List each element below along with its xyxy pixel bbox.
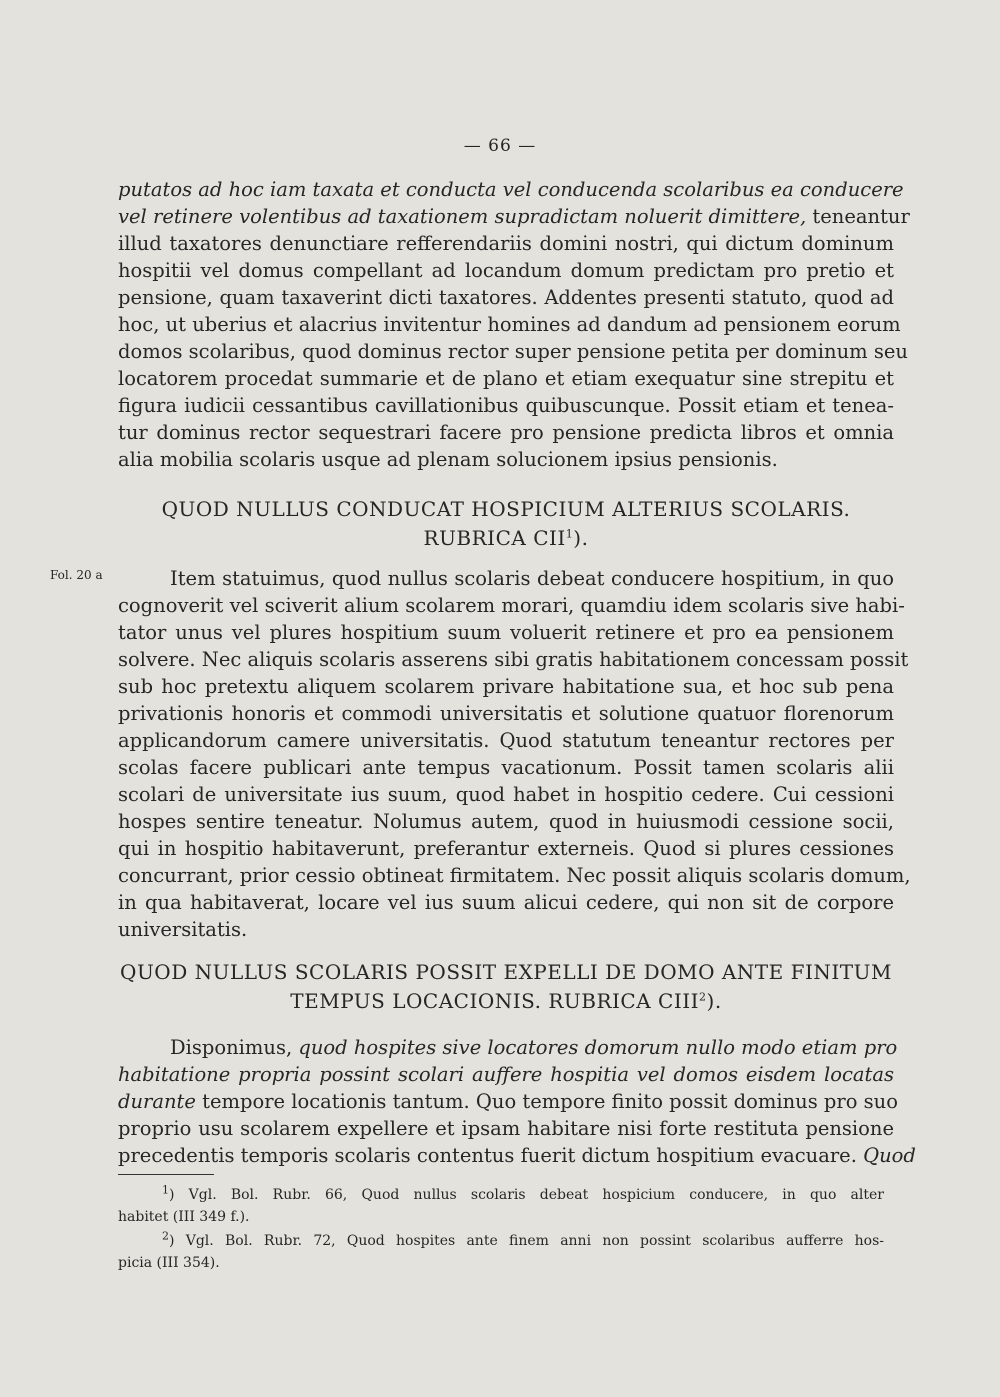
text-line: applicandorum camere universitatis. Quod statutum teneantur rectores per: [118, 729, 894, 752]
page-number: — 66 —: [463, 136, 537, 156]
text-line: cognoverit vel sciverit alium scolarem morari, quamdiu idem scolaris sive habi-: [118, 594, 905, 617]
text-line: scolas facere publicari ante tempus vacationum. Possit tamen scolaris alii: [118, 756, 894, 779]
text-span: Disponimus,: [170, 1036, 299, 1059]
footnote-ref: 2: [699, 990, 707, 1004]
footnote-ref: 1: [565, 527, 574, 541]
text-span: teneantur: [806, 205, 910, 228]
text-line: tator unus vel plures hospitium suum voluerit retinere et pro ea pensionem: [118, 621, 894, 644]
text-line: qui in hospitio habitaverunt, preferantur externeis. Quod si plures cessiones: [118, 837, 894, 860]
paragraph-continuation: [118, 176, 910, 473]
heading-text: ).: [706, 989, 722, 1013]
margin-note: Fol. 20 a: [50, 568, 103, 582]
text-line: pensione, quam taxaverint dicti taxatores. Addentes presenti statuto, quod ad: [118, 286, 894, 309]
heading-line: QUOD NULLUS SCOLARIS POSSIT EXPELLI DE DOMO ANTE FINITUM: [120, 960, 892, 984]
text-line: [118, 1142, 916, 1169]
footnote-rule: [118, 1174, 214, 1175]
section-heading: [118, 495, 894, 553]
text-line: solvere. Nec aliquis scolaris asserens sibi gratis habitationem concessam possit: [118, 648, 909, 671]
text-line: alia mobilia scolaris usque ad plenam solucionem ipsius pensionis.: [118, 448, 778, 471]
heading-text: TEMPUS LOCACIONIS. RUBRICA CIII: [290, 989, 700, 1013]
italic-span: vel retinere volentibus ad taxationem supradictam noluerit dimittere,: [118, 205, 807, 228]
heading-text: ).: [573, 526, 589, 550]
heading-line: QUOD NULLUS CONDUCAT HOSPICIUM ALTERIUS SCOLARIS.: [161, 497, 851, 521]
text-line: locatorem procedat summarie et de plano et etiam exequatur sine strepitu et: [118, 367, 894, 390]
footnote-1: [118, 1184, 884, 1228]
heading-text: RUBRICA CII: [423, 526, 566, 550]
text-line: [118, 1088, 898, 1115]
footnote-line: [118, 1230, 884, 1252]
text-line: tur dominus rector sequestrari facere pro pensione predicta libros et omnia: [118, 421, 894, 444]
footnote-2: [118, 1230, 884, 1274]
text-line: illud taxatores denunctiare refferendariis domini nostri, qui dictum dominum: [118, 232, 894, 255]
text-span: precedentis temporis scolaris contentus fuerit dictum hospitium evacuare.: [118, 1144, 864, 1167]
footnote-mark: 1: [162, 1183, 169, 1197]
heading-line: [118, 524, 894, 553]
text-line: concurrant, prior cessio obtineat firmitatem. Nec possit aliquis scolaris domum,: [118, 864, 911, 887]
text-line: universitatis.: [118, 918, 248, 941]
text-line: figura iudicii cessantibus cavillationibus quibuscunque. Possit etiam et tenea-: [118, 394, 894, 417]
text-span: tempore locationis tantum. Quo tempore finito possit dominus pro suo: [195, 1090, 898, 1113]
text-line: in qua habitaverat, locare vel ius suum alicui cedere, qui non sit de corpore: [118, 891, 894, 914]
text-line: privationis honoris et commodi universitatis et solutione quatuor florenorum: [118, 702, 894, 725]
footnote-text: ) Vgl. Bol. Rubr. 72, Quod hospites ante finem anni non possint scolaribus aufferre hos-: [169, 1233, 884, 1249]
text-line: habitatione propria possint scolari auffere hospitia vel domos eisdem locatas: [118, 1063, 894, 1086]
heading-line: [118, 987, 894, 1016]
text-line: Item statuimus, quod nullus scolaris debeat conducere hospitium, in quo: [170, 567, 894, 590]
italic-span: durante: [118, 1090, 196, 1113]
text-line: hospitii vel domus compellant ad locandum domum predictam pro pretio et: [118, 259, 894, 282]
footnote-text: ) Vgl. Bol. Rubr. 66, Quod nullus scolaris debeat hospicium conducere, in quo alter: [169, 1187, 884, 1203]
text-line: sub hoc pretextu aliquem scolarem privare habitatione sua, et hoc sub pena: [118, 675, 894, 698]
paragraph: [118, 1034, 916, 1169]
paragraph: [118, 565, 911, 943]
footnote-line: habitet (III 349 f.).: [118, 1209, 250, 1225]
text-line: [118, 1034, 898, 1061]
text-line: hoc, ut uberius et alacrius invitentur homines ad dandum ad pensionem eorum: [118, 313, 901, 336]
footnote-mark: 2: [162, 1229, 169, 1243]
text-line: hospes sentire teneatur. Nolumus autem, quod in huiusmodi cessione socii,: [118, 810, 894, 833]
italic-span: Quod: [863, 1144, 916, 1167]
italic-span: quod hospites sive locatores domorum nullo modo etiam pro: [298, 1036, 898, 1059]
text-line: [118, 203, 910, 230]
footnote-line: [118, 1184, 884, 1206]
text-line: proprio usu scolarem expellere et ipsam habitare nisi forte restituta pensione: [118, 1117, 894, 1140]
footnote-line: picia (III 354).: [118, 1255, 220, 1271]
text-line: domos scolaribus, quod dominus rector super pensione petita per dominum seu: [118, 340, 908, 363]
text-line: scolari de universitate ius suum, quod habet in hospitio cedere. Cui cessioni: [118, 783, 894, 806]
section-heading: [118, 958, 894, 1016]
text-line: putatos ad hoc iam taxata et conducta vel conducenda scolaribus ea conducere: [118, 178, 904, 201]
